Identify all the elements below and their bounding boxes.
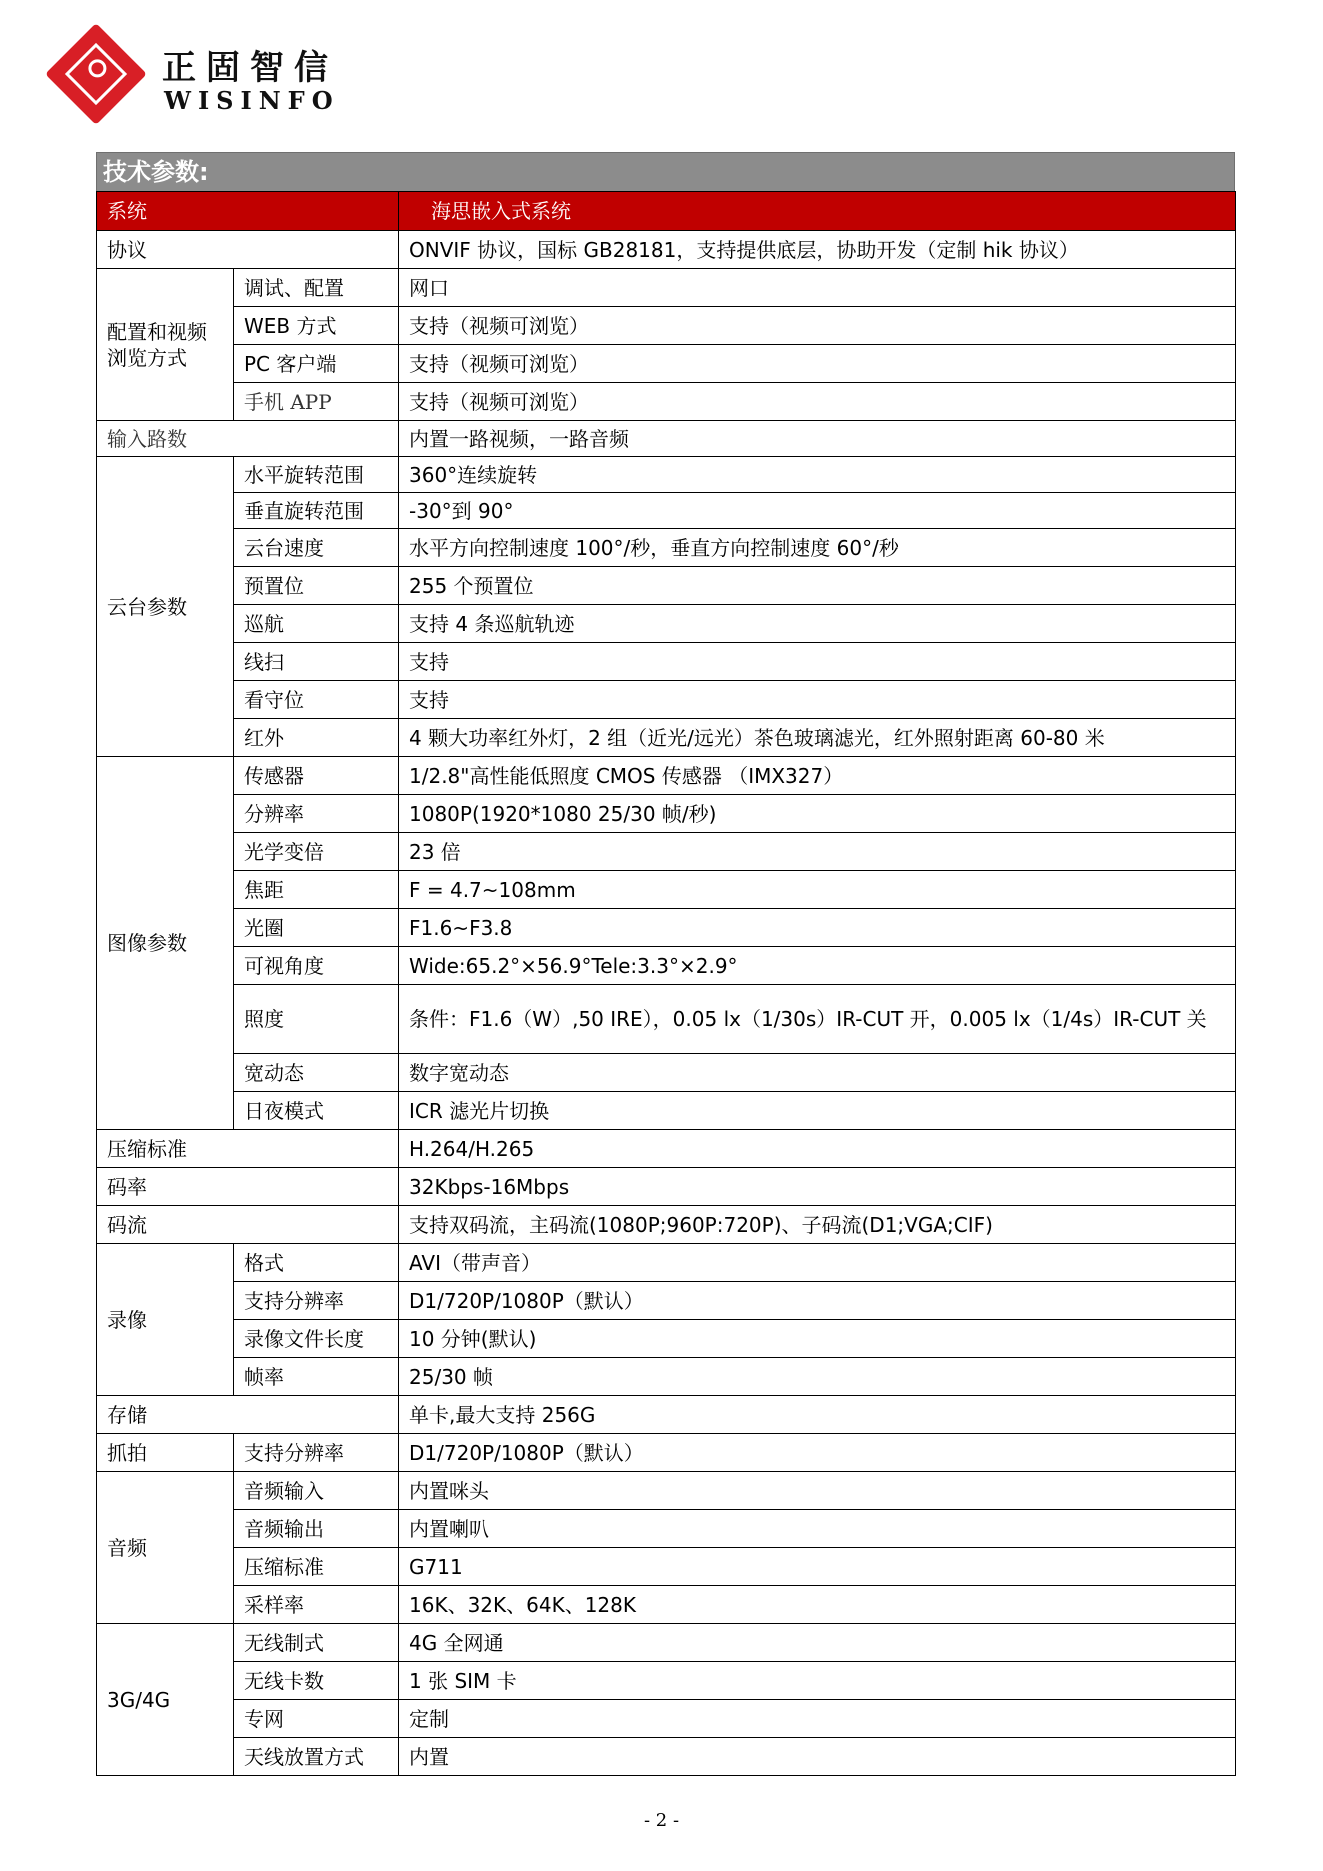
table-row bbox=[97, 307, 1236, 345]
header-right: 海思嵌入式系统 bbox=[399, 192, 1236, 231]
param-name: 宽动态 bbox=[234, 1054, 399, 1092]
param-value: 内置咪头 bbox=[399, 1472, 1236, 1510]
param-name: 光圈 bbox=[234, 909, 399, 947]
table-row bbox=[97, 567, 1236, 605]
param-value: 支持（视频可浏览） bbox=[399, 345, 1236, 383]
table-row bbox=[97, 795, 1236, 833]
table-row bbox=[97, 1662, 1236, 1700]
param-name: 专网 bbox=[234, 1700, 399, 1738]
param-name: 手机 APP bbox=[234, 383, 399, 421]
table-row bbox=[97, 1092, 1236, 1130]
param-name: 格式 bbox=[234, 1244, 399, 1282]
row-value: 支持双码流，主码流(1080P;960P:720P)、子码流(D1;VGA;CIF) bbox=[399, 1206, 1236, 1244]
param-value: 1/2.8"高性能低照度 CMOS 传感器 （IMX327） bbox=[399, 757, 1236, 795]
param-name: 可视角度 bbox=[234, 947, 399, 985]
param-value: AVI（带声音） bbox=[399, 1244, 1236, 1282]
table-row bbox=[97, 1168, 1236, 1206]
param-name: 巡航 bbox=[234, 605, 399, 643]
table-row bbox=[97, 493, 1236, 529]
param-value: 支持 bbox=[399, 681, 1236, 719]
page-number: - 2 - bbox=[643, 1810, 680, 1831]
param-value: 支持 4 条巡航轨迹 bbox=[399, 605, 1236, 643]
table-row bbox=[97, 231, 1236, 269]
param-value: 255 个预置位 bbox=[399, 567, 1236, 605]
param-value: ICR 滤光片切换 bbox=[399, 1092, 1236, 1130]
param-value: 25/30 帧 bbox=[399, 1358, 1236, 1396]
param-name: 音频输出 bbox=[234, 1510, 399, 1548]
table-header-row bbox=[97, 192, 1236, 231]
row-label: 协议 bbox=[97, 231, 399, 269]
param-value: 支持 bbox=[399, 643, 1236, 681]
row-label: 存储 bbox=[97, 1396, 399, 1434]
param-value: 支持（视频可浏览） bbox=[399, 307, 1236, 345]
table-row bbox=[97, 421, 1236, 457]
spec-table bbox=[96, 191, 1236, 1776]
row-value: 32Kbps-16Mbps bbox=[399, 1168, 1236, 1206]
param-name: 音频输入 bbox=[234, 1472, 399, 1510]
param-value: G711 bbox=[399, 1548, 1236, 1586]
param-value: F1.6~F3.8 bbox=[399, 909, 1236, 947]
section-title: 技术参数: bbox=[96, 152, 1235, 191]
category-label: 图像参数 bbox=[97, 757, 234, 1130]
param-name: 录像文件长度 bbox=[234, 1320, 399, 1358]
row-label: 输入路数 bbox=[97, 421, 399, 457]
param-value: 4 颗大功率红外灯，2 组（近光/远光）茶色玻璃滤光，红外照射距离 60-80 米 bbox=[399, 719, 1236, 757]
table-row bbox=[97, 345, 1236, 383]
param-value: 10 分钟(默认) bbox=[399, 1320, 1236, 1358]
table-row bbox=[97, 871, 1236, 909]
table-row bbox=[97, 1244, 1236, 1282]
param-name: 分辨率 bbox=[234, 795, 399, 833]
table-row bbox=[97, 1054, 1236, 1092]
row-label: 压缩标准 bbox=[97, 1130, 399, 1168]
table-row bbox=[97, 719, 1236, 757]
table-row bbox=[97, 1700, 1236, 1738]
param-value: F = 4.7~108mm bbox=[399, 871, 1236, 909]
row-value: 单卡,最大支持 256G bbox=[399, 1396, 1236, 1434]
row-label: 码流 bbox=[97, 1206, 399, 1244]
table-row bbox=[97, 1548, 1236, 1586]
category-label: 配置和视频 浏览方式 bbox=[97, 269, 234, 421]
param-value: -30°到 90° bbox=[399, 493, 1236, 529]
param-value: 内置 bbox=[399, 1738, 1236, 1776]
table-row bbox=[97, 833, 1236, 871]
param-name: 采样率 bbox=[234, 1586, 399, 1624]
row-value: ONVIF 协议，国标 GB28181，支持提供底层，协助开发（定制 hik 协议） bbox=[399, 231, 1236, 269]
category-label: 云台参数 bbox=[97, 457, 234, 757]
category-label: 音频 bbox=[97, 1472, 234, 1624]
logo-emblem-icon bbox=[45, 23, 147, 125]
table-row bbox=[97, 947, 1236, 985]
param-value: 16K、32K、64K、128K bbox=[399, 1586, 1236, 1624]
table-row bbox=[97, 1434, 1236, 1472]
table-row bbox=[97, 457, 1236, 493]
param-value: D1/720P/1080P（默认） bbox=[399, 1282, 1236, 1320]
category-label: 3G/4G bbox=[97, 1624, 234, 1776]
param-value: D1/720P/1080P（默认） bbox=[399, 1434, 1236, 1472]
param-name: 预置位 bbox=[234, 567, 399, 605]
param-name: 水平旋转范围 bbox=[234, 457, 399, 493]
param-name: 垂直旋转范围 bbox=[234, 493, 399, 529]
table-row bbox=[97, 1624, 1236, 1662]
table-row bbox=[97, 1586, 1236, 1624]
param-value: 23 倍 bbox=[399, 833, 1236, 871]
param-name: WEB 方式 bbox=[234, 307, 399, 345]
param-value: 定制 bbox=[399, 1700, 1236, 1738]
table-row bbox=[97, 383, 1236, 421]
param-value: 1080P(1920*1080 25/30 帧/秒) bbox=[399, 795, 1236, 833]
row-value: H.264/H.265 bbox=[399, 1130, 1236, 1168]
table-row bbox=[97, 681, 1236, 719]
table-row bbox=[97, 605, 1236, 643]
param-name: 压缩标准 bbox=[234, 1548, 399, 1586]
param-name: 无线制式 bbox=[234, 1624, 399, 1662]
table-row bbox=[97, 643, 1236, 681]
param-name: 传感器 bbox=[234, 757, 399, 795]
param-name: 无线卡数 bbox=[234, 1662, 399, 1700]
param-name: 云台速度 bbox=[234, 529, 399, 567]
param-name: 线扫 bbox=[234, 643, 399, 681]
param-value: Wide:65.2°×56.9°Tele:3.3°×2.9° bbox=[399, 947, 1236, 985]
table-row bbox=[97, 909, 1236, 947]
category-label: 录像 bbox=[97, 1244, 234, 1396]
param-name: 焦距 bbox=[234, 871, 399, 909]
param-name: 光学变倍 bbox=[234, 833, 399, 871]
table-row bbox=[97, 1396, 1236, 1434]
param-name: 帧率 bbox=[234, 1358, 399, 1396]
param-name: 照度 bbox=[234, 985, 399, 1054]
param-name: 支持分辨率 bbox=[234, 1434, 399, 1472]
param-name: 支持分辨率 bbox=[234, 1282, 399, 1320]
spec-table-container bbox=[96, 152, 1235, 1776]
logo-english-name: WISINFO bbox=[164, 86, 340, 115]
category-label: 抓拍 bbox=[97, 1434, 234, 1472]
param-value: 条件：F1.6（W）,50 IRE），0.05 lx（1/30s）IR-CUT 开，0.005 lx（1/4s）IR-CUT 关 bbox=[399, 985, 1236, 1054]
param-name: 看守位 bbox=[234, 681, 399, 719]
param-name: PC 客户端 bbox=[234, 345, 399, 383]
param-name: 日夜模式 bbox=[234, 1092, 399, 1130]
param-value: 支持（视频可浏览） bbox=[399, 383, 1236, 421]
param-name: 红外 bbox=[234, 719, 399, 757]
param-name: 天线放置方式 bbox=[234, 1738, 399, 1776]
param-name: 调试、配置 bbox=[234, 269, 399, 307]
table-row bbox=[97, 1320, 1236, 1358]
table-row bbox=[97, 529, 1236, 567]
table-row bbox=[97, 757, 1236, 795]
table-row bbox=[97, 269, 1236, 307]
row-label: 码率 bbox=[97, 1168, 399, 1206]
param-value: 4G 全网通 bbox=[399, 1624, 1236, 1662]
param-value: 网口 bbox=[399, 269, 1236, 307]
table-row bbox=[97, 1510, 1236, 1548]
param-value: 360°连续旋转 bbox=[399, 457, 1236, 493]
logo-chinese-name: 正固智信 bbox=[162, 48, 338, 88]
param-value: 1 张 SIM 卡 bbox=[399, 1662, 1236, 1700]
table-row bbox=[97, 1282, 1236, 1320]
param-value: 水平方向控制速度 100°/秒，垂直方向控制速度 60°/秒 bbox=[399, 529, 1236, 567]
param-value: 内置喇叭 bbox=[399, 1510, 1236, 1548]
table-row bbox=[97, 1206, 1236, 1244]
param-value: 数字宽动态 bbox=[399, 1054, 1236, 1092]
table-row bbox=[97, 1130, 1236, 1168]
table-row bbox=[97, 985, 1236, 1054]
table-row bbox=[97, 1472, 1236, 1510]
company-logo bbox=[50, 30, 410, 130]
row-value: 内置一路视频，一路音频 bbox=[399, 421, 1236, 457]
table-row bbox=[97, 1358, 1236, 1396]
table-row bbox=[97, 1738, 1236, 1776]
header-left: 系统 bbox=[97, 192, 399, 231]
